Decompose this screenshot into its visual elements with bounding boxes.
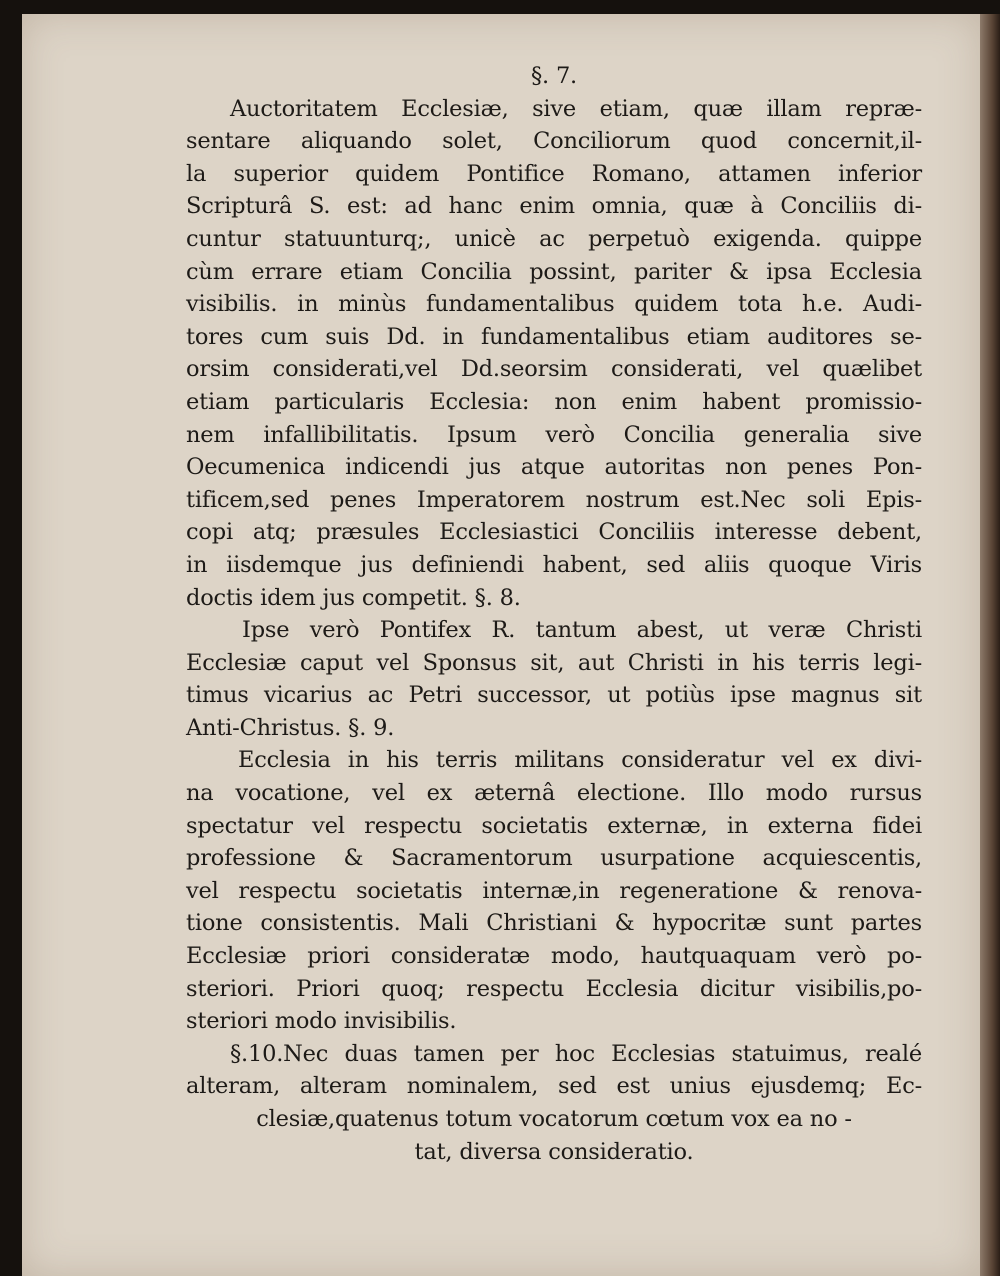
text-line: in iisdemque jus definiendi habent, sed aliis quoque Viris xyxy=(186,551,922,578)
text-line: Ecclesia in his terris militans consideratur vel ex divi- xyxy=(238,747,922,774)
section-heading: §. 7. xyxy=(530,63,578,89)
page-text xyxy=(186,60,922,1168)
text-line: cùm errare etiam Concilia possint, pariter & ipsa Ecclesia xyxy=(186,258,922,285)
text-line: vel respectu societatis internæ,in regeneratione & renova- xyxy=(186,877,922,904)
text-line: sentare aliquando solet, Conciliorum quod concernit,il- xyxy=(186,128,922,155)
text-line: nem infallibilitatis. Ipsum verò Concilia generalia sive xyxy=(186,421,922,448)
text-line: tat, diversa consideratio. xyxy=(414,1138,694,1165)
text-line: na vocatione, vel ex æternâ electione. Illo modo rursus xyxy=(186,780,922,807)
book-edge xyxy=(980,14,1000,1276)
text-line: la superior quidem Pontifice Romano, attamen inferior xyxy=(186,160,922,187)
text-line: spectatur vel respectu societatis externæ, in externa fidei xyxy=(186,812,922,839)
text-line: tione consistentis. Mali Christiani & hypocritæ sunt partes xyxy=(186,910,922,937)
text-line: timus vicarius ac Petri successor, ut potiùs ipse magnus sit xyxy=(186,682,922,709)
text-line: steriori modo invisibilis. xyxy=(186,1008,457,1035)
text-line: professione & Sacramentorum usurpatione acquiescentis, xyxy=(186,845,922,872)
text-line: Anti-Christus. §. 9. xyxy=(186,714,395,741)
text-line: clesiæ,quatenus totum vocatorum cœtum vox ea no - xyxy=(256,1106,852,1132)
text-line: Ecclesiæ priori consideratæ modo, hautquaquam verò po- xyxy=(186,943,922,970)
text-line: Ipse verò Pontifex R. tantum abest, ut veræ Christi xyxy=(242,617,922,644)
text-line: alteram, alteram nominalem, sed est unius ejusdemq; Ec- xyxy=(186,1073,922,1100)
text-line: tificem,sed penes Imperatorem nostrum est.Nec soli Epis- xyxy=(186,486,922,513)
text-line: §.10.Nec duas tamen per hoc Ecclesias statuimus, realé xyxy=(230,1040,922,1067)
text-line: copi atq; præsules Ecclesiastici Conciliis interesse debent, xyxy=(186,519,922,546)
text-line: etiam particularis Ecclesia: non enim habent promissio- xyxy=(186,388,922,415)
text-line: visibilis. in minùs fundamentalibus quidem tota h.e. Audi- xyxy=(186,291,922,318)
text-line: orsim considerati,vel Dd.seorsim considerati, vel quælibet xyxy=(186,356,922,383)
text-line: Scripturâ S. est: ad hanc enim omnia, quæ à Conciliis di- xyxy=(186,193,922,220)
text-line: Auctoritatem Ecclesiæ, sive etiam, quæ illam repræ- xyxy=(230,95,922,122)
text-line: Oecumenica indicendi jus atque autoritas non penes Pon- xyxy=(186,454,922,481)
text-line: cuntur statuunturq;, unicè ac perpetuò exigenda. quippe xyxy=(186,225,922,252)
text-line: doctis idem jus competit. §. 8. xyxy=(186,584,521,611)
text-line: steriori. Priori quoq; respectu Ecclesia dicitur visibilis,po- xyxy=(186,975,922,1002)
text-line: tores cum suis Dd. in fundamentalibus etiam auditores se- xyxy=(186,323,922,350)
text-line: Ecclesiæ caput vel Sponsus sit, aut Christi in his terris legi- xyxy=(186,649,922,676)
